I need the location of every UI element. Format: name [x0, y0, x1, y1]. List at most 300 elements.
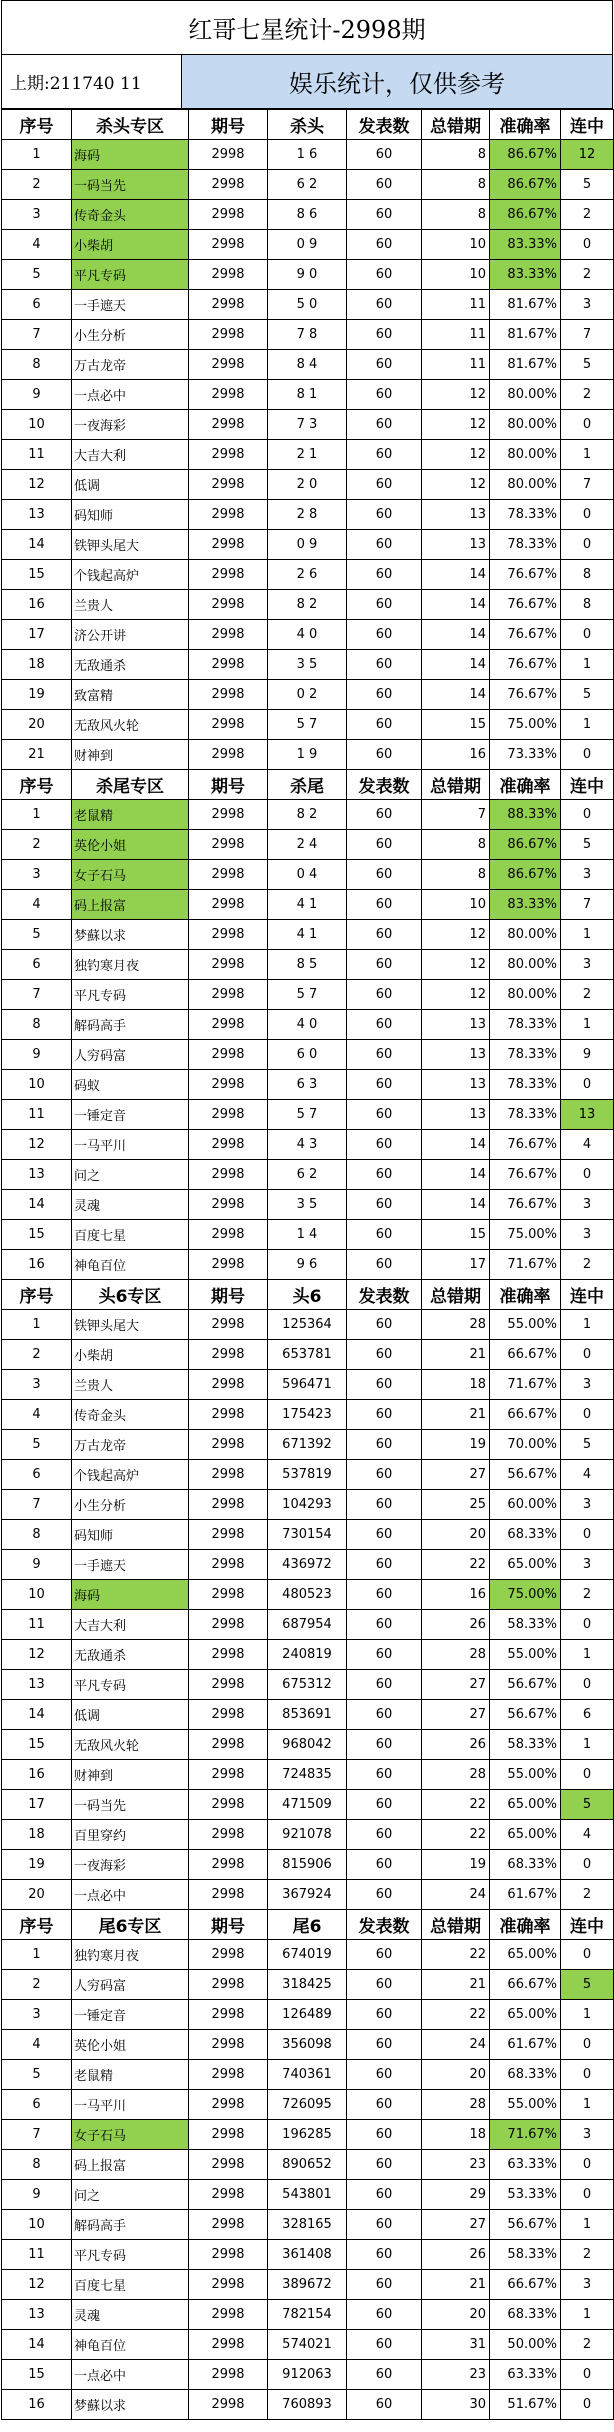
cell-period: 2998	[189, 1640, 268, 1670]
cell-misses: 25	[422, 1490, 490, 1520]
cell-pick: 724835	[268, 1760, 347, 1790]
cell-period: 2998	[189, 2330, 268, 2360]
cell-posts: 60	[347, 1310, 422, 1340]
cell-accuracy: 63.33%	[490, 2360, 561, 2390]
cell-misses: 14	[422, 680, 490, 710]
cell-period: 2998	[189, 2300, 268, 2330]
cell-misses: 22	[422, 2000, 490, 2030]
cell-streak: 2	[561, 1580, 614, 1610]
cell-name: 大吉大利	[72, 440, 189, 470]
cell-pick: 4 0	[268, 620, 347, 650]
sub-header	[1, 55, 613, 109]
cell-pick: 328165	[268, 2210, 347, 2240]
cell-accuracy: 83.33%	[490, 890, 561, 920]
table-row	[2, 1400, 614, 1430]
cell-rank: 6	[2, 2090, 72, 2120]
cell-rank: 8	[2, 350, 72, 380]
cell-pick: 196285	[268, 2120, 347, 2150]
cell-accuracy: 53.33%	[490, 2180, 561, 2210]
cell-posts: 60	[347, 2000, 422, 2030]
cell-misses: 13	[422, 530, 490, 560]
cell-posts: 60	[347, 1880, 422, 1910]
cell-pick: 740361	[268, 2060, 347, 2090]
table-row	[2, 2090, 614, 2120]
cell-period: 2998	[189, 2390, 268, 2420]
cell-streak: 3	[561, 950, 614, 980]
cell-name: 一点必中	[72, 380, 189, 410]
cell-streak: 1	[561, 710, 614, 740]
table-row	[2, 1460, 614, 1490]
cell-period: 2998	[189, 1700, 268, 1730]
cell-misses: 31	[422, 2330, 490, 2360]
cell-streak: 3	[561, 1550, 614, 1580]
cell-pick: 175423	[268, 1400, 347, 1430]
cell-name: 低调	[72, 1700, 189, 1730]
cell-misses: 14	[422, 620, 490, 650]
cell-posts: 60	[347, 140, 422, 170]
cell-rank: 11	[2, 440, 72, 470]
cell-period: 2998	[189, 380, 268, 410]
cell-rank: 14	[2, 1190, 72, 1220]
cell-misses: 13	[422, 1100, 490, 1130]
cell-posts: 60	[347, 560, 422, 590]
table-row	[2, 710, 614, 740]
cell-misses: 28	[422, 1640, 490, 1670]
cell-posts: 60	[347, 2300, 422, 2330]
cell-name: 英伦小姐	[72, 2030, 189, 2060]
cell-posts: 60	[347, 1070, 422, 1100]
cell-pick: 675312	[268, 1670, 347, 1700]
cell-rank: 9	[2, 1040, 72, 1070]
table-row	[2, 1550, 614, 1580]
cell-period: 2998	[189, 1760, 268, 1790]
cell-name: 传奇金头	[72, 200, 189, 230]
section-header-row	[2, 770, 614, 800]
cell-posts: 60	[347, 440, 422, 470]
table-row	[2, 590, 614, 620]
cell-pick: 125364	[268, 1310, 347, 1340]
column-header-period: 期号	[189, 770, 268, 800]
cell-period: 2998	[189, 2060, 268, 2090]
cell-period: 2998	[189, 2360, 268, 2390]
cell-streak: 1	[561, 920, 614, 950]
cell-streak: 0	[561, 230, 614, 260]
cell-misses: 14	[422, 1130, 490, 1160]
cell-misses: 22	[422, 1550, 490, 1580]
cell-misses: 11	[422, 350, 490, 380]
cell-name: 问之	[72, 2180, 189, 2210]
cell-pick: 0 9	[268, 530, 347, 560]
table-row	[2, 1430, 614, 1460]
cell-accuracy: 58.33%	[490, 1610, 561, 1640]
cell-rank: 1	[2, 800, 72, 830]
cell-misses: 12	[422, 980, 490, 1010]
cell-accuracy: 78.33%	[490, 1070, 561, 1100]
column-header-pick: 尾6	[268, 1910, 347, 1940]
cell-streak: 1	[561, 440, 614, 470]
column-header-pick: 杀头	[268, 110, 347, 140]
table-row	[2, 2030, 614, 2060]
cell-rank: 11	[2, 1610, 72, 1640]
cell-misses: 22	[422, 1820, 490, 1850]
cell-name: 财神到	[72, 1760, 189, 1790]
cell-pick: 730154	[268, 1520, 347, 1550]
cell-misses: 21	[422, 2270, 490, 2300]
cell-streak: 0	[561, 740, 614, 770]
cell-period: 2998	[189, 1010, 268, 1040]
cell-accuracy: 50.00%	[490, 2330, 561, 2360]
cell-misses: 16	[422, 1580, 490, 1610]
cell-streak: 1	[561, 2090, 614, 2120]
table-row	[2, 2270, 614, 2300]
cell-period: 2998	[189, 2150, 268, 2180]
cell-period: 2998	[189, 620, 268, 650]
cell-accuracy: 78.33%	[490, 1100, 561, 1130]
cell-streak: 0	[561, 1070, 614, 1100]
cell-streak: 1	[561, 1640, 614, 1670]
column-header-period: 期号	[189, 110, 268, 140]
cell-misses: 14	[422, 560, 490, 590]
cell-rank: 5	[2, 2060, 72, 2090]
cell-rank: 16	[2, 2390, 72, 2420]
cell-name: 女子石马	[72, 2120, 189, 2150]
cell-posts: 60	[347, 1670, 422, 1700]
table-row	[2, 230, 614, 260]
cell-misses: 20	[422, 1520, 490, 1550]
cell-rank: 14	[2, 530, 72, 560]
table-row	[2, 1670, 614, 1700]
cell-period: 2998	[189, 950, 268, 980]
cell-posts: 60	[347, 920, 422, 950]
cell-rank: 15	[2, 2360, 72, 2390]
cell-misses: 10	[422, 260, 490, 290]
cell-name: 人穷码富	[72, 1970, 189, 2000]
column-header-misses: 总错期	[422, 110, 490, 140]
cell-pick: 760893	[268, 2390, 347, 2420]
cell-name: 独钓寒月夜	[72, 1940, 189, 1970]
cell-rank: 16	[2, 590, 72, 620]
cell-streak: 0	[561, 2360, 614, 2390]
cell-misses: 26	[422, 1730, 490, 1760]
cell-posts: 60	[347, 620, 422, 650]
table-row	[2, 2300, 614, 2330]
cell-posts: 60	[347, 2090, 422, 2120]
cell-accuracy: 55.00%	[490, 1760, 561, 1790]
cell-streak: 1	[561, 2210, 614, 2240]
column-header-accuracy: 准确率	[490, 1910, 561, 1940]
cell-streak: 0	[561, 800, 614, 830]
cell-posts: 60	[347, 1370, 422, 1400]
cell-streak: 8	[561, 590, 614, 620]
cell-pick: 367924	[268, 1880, 347, 1910]
cell-accuracy: 65.00%	[490, 1550, 561, 1580]
cell-accuracy: 58.33%	[490, 1730, 561, 1760]
cell-pick: 3 5	[268, 1190, 347, 1220]
cell-period: 2998	[189, 470, 268, 500]
cell-pick: 104293	[268, 1490, 347, 1520]
table-row	[2, 200, 614, 230]
cell-accuracy: 76.67%	[490, 1190, 561, 1220]
cell-accuracy: 80.00%	[490, 980, 561, 1010]
table-row	[2, 1700, 614, 1730]
cell-name: 百度七星	[72, 1220, 189, 1250]
cell-name: 女子石马	[72, 860, 189, 890]
cell-posts: 60	[347, 260, 422, 290]
cell-rank: 4	[2, 230, 72, 260]
cell-pick: 543801	[268, 2180, 347, 2210]
cell-misses: 26	[422, 2240, 490, 2270]
cell-name: 码蚁	[72, 1070, 189, 1100]
cell-rank: 10	[2, 2210, 72, 2240]
disclaimer-banner: 娱乐统计，仅供参考	[182, 55, 612, 108]
cell-misses: 18	[422, 1370, 490, 1400]
cell-pick: 436972	[268, 1550, 347, 1580]
table-row	[2, 920, 614, 950]
cell-name: 平凡专码	[72, 2240, 189, 2270]
cell-pick: 1 6	[268, 140, 347, 170]
cell-pick: 0 9	[268, 230, 347, 260]
cell-misses: 11	[422, 320, 490, 350]
cell-period: 2998	[189, 2000, 268, 2030]
cell-accuracy: 76.67%	[490, 650, 561, 680]
cell-misses: 14	[422, 1190, 490, 1220]
cell-accuracy: 80.00%	[490, 920, 561, 950]
cell-accuracy: 71.67%	[490, 2120, 561, 2150]
cell-name: 老鼠精	[72, 800, 189, 830]
cell-misses: 8	[422, 200, 490, 230]
cell-misses: 12	[422, 410, 490, 440]
cell-period: 2998	[189, 1130, 268, 1160]
cell-rank: 3	[2, 2000, 72, 2030]
cell-streak: 3	[561, 2270, 614, 2300]
cell-posts: 60	[347, 1970, 422, 2000]
column-header-period: 期号	[189, 1280, 268, 1310]
cell-rank: 8	[2, 1010, 72, 1040]
cell-streak: 2	[561, 2240, 614, 2270]
cell-pick: 389672	[268, 2270, 347, 2300]
page-title: 红哥七星统计-2998期	[1, 0, 613, 55]
cell-accuracy: 75.00%	[490, 710, 561, 740]
cell-streak: 0	[561, 1400, 614, 1430]
cell-streak: 0	[561, 1670, 614, 1700]
cell-rank: 17	[2, 620, 72, 650]
cell-posts: 60	[347, 1460, 422, 1490]
cell-posts: 60	[347, 1100, 422, 1130]
column-header-accuracy: 准确率	[490, 1280, 561, 1310]
cell-rank: 7	[2, 320, 72, 350]
cell-rank: 11	[2, 1100, 72, 1130]
cell-rank: 13	[2, 1160, 72, 1190]
column-header-accuracy: 准确率	[490, 770, 561, 800]
cell-name: 小生分析	[72, 1490, 189, 1520]
cell-rank: 18	[2, 1820, 72, 1850]
cell-accuracy: 86.67%	[490, 860, 561, 890]
cell-accuracy: 86.67%	[490, 200, 561, 230]
cell-misses: 26	[422, 1610, 490, 1640]
table-row	[2, 1790, 614, 1820]
cell-streak: 2	[561, 2330, 614, 2360]
cell-period: 2998	[189, 440, 268, 470]
column-header-rank: 序号	[2, 110, 72, 140]
cell-pick: 126489	[268, 2000, 347, 2030]
cell-streak: 4	[561, 1460, 614, 1490]
cell-posts: 60	[347, 350, 422, 380]
cell-misses: 13	[422, 1040, 490, 1070]
table-row	[2, 260, 614, 290]
cell-period: 2998	[189, 290, 268, 320]
table-row	[2, 410, 614, 440]
cell-rank: 17	[2, 1790, 72, 1820]
cell-period: 2998	[189, 1400, 268, 1430]
cell-streak: 13	[561, 1100, 614, 1130]
table-row	[2, 1610, 614, 1640]
cell-period: 2998	[189, 710, 268, 740]
cell-posts: 60	[347, 1580, 422, 1610]
cell-name: 兰贵人	[72, 1370, 189, 1400]
cell-posts: 60	[347, 2180, 422, 2210]
cell-pick: 6 2	[268, 1160, 347, 1190]
table-row	[2, 500, 614, 530]
cell-period: 2998	[189, 1490, 268, 1520]
cell-period: 2998	[189, 1820, 268, 1850]
cell-misses: 27	[422, 1460, 490, 1490]
table-row	[2, 2120, 614, 2150]
cell-streak: 0	[561, 1940, 614, 1970]
cell-posts: 60	[347, 1160, 422, 1190]
cell-name: 一手遮天	[72, 1550, 189, 1580]
cell-streak: 4	[561, 1130, 614, 1160]
cell-misses: 7	[422, 800, 490, 830]
cell-accuracy: 65.00%	[490, 1820, 561, 1850]
cell-posts: 60	[347, 1790, 422, 1820]
cell-accuracy: 61.67%	[490, 2030, 561, 2060]
cell-misses: 27	[422, 1670, 490, 1700]
table-row	[2, 680, 614, 710]
cell-rank: 10	[2, 1580, 72, 1610]
cell-accuracy: 66.67%	[490, 1400, 561, 1430]
table-row	[2, 1370, 614, 1400]
cell-accuracy: 83.33%	[490, 260, 561, 290]
cell-pick: 361408	[268, 2240, 347, 2270]
cell-rank: 1	[2, 140, 72, 170]
cell-period: 2998	[189, 1370, 268, 1400]
cell-pick: 4 3	[268, 1130, 347, 1160]
cell-name: 独钓寒月夜	[72, 950, 189, 980]
cell-name: 人穷码富	[72, 1040, 189, 1070]
cell-period: 2998	[189, 800, 268, 830]
cell-pick: 537819	[268, 1460, 347, 1490]
cell-rank: 12	[2, 1640, 72, 1670]
column-header-pick: 头6	[268, 1280, 347, 1310]
cell-accuracy: 80.00%	[490, 380, 561, 410]
cell-accuracy: 80.00%	[490, 440, 561, 470]
cell-posts: 60	[347, 830, 422, 860]
cell-rank: 19	[2, 680, 72, 710]
cell-posts: 60	[347, 1640, 422, 1670]
cell-rank: 5	[2, 1430, 72, 1460]
cell-name: 百度七星	[72, 2270, 189, 2300]
cell-accuracy: 65.00%	[490, 1790, 561, 1820]
table-row	[2, 290, 614, 320]
cell-pick: 356098	[268, 2030, 347, 2060]
table-row	[2, 320, 614, 350]
table-row	[2, 470, 614, 500]
cell-period: 2998	[189, 920, 268, 950]
cell-accuracy: 68.33%	[490, 1850, 561, 1880]
cell-streak: 8	[561, 560, 614, 590]
cell-name: 神龟百位	[72, 2330, 189, 2360]
cell-streak: 1	[561, 1010, 614, 1040]
cell-posts: 60	[347, 1340, 422, 1370]
cell-pick: 6 2	[268, 170, 347, 200]
cell-rank: 2	[2, 1970, 72, 2000]
cell-accuracy: 75.00%	[490, 1580, 561, 1610]
section-header-row	[2, 1910, 614, 1940]
cell-name: 无敌通杀	[72, 650, 189, 680]
cell-streak: 5	[561, 680, 614, 710]
cell-misses: 20	[422, 2300, 490, 2330]
cell-rank: 21	[2, 740, 72, 770]
cell-rank: 6	[2, 1460, 72, 1490]
cell-misses: 22	[422, 1790, 490, 1820]
cell-pick: 2 6	[268, 560, 347, 590]
cell-rank: 13	[2, 2300, 72, 2330]
cell-streak: 0	[561, 530, 614, 560]
cell-streak: 2	[561, 1880, 614, 1910]
cell-streak: 0	[561, 1760, 614, 1790]
cell-name: 小柴胡	[72, 230, 189, 260]
cell-posts: 60	[347, 2330, 422, 2360]
cell-name: 无敌风火轮	[72, 1730, 189, 1760]
cell-pick: 853691	[268, 1700, 347, 1730]
table-row	[2, 2150, 614, 2180]
cell-name: 百里穿约	[72, 1820, 189, 1850]
table-row	[2, 1250, 614, 1280]
cell-accuracy: 76.67%	[490, 1130, 561, 1160]
table-row	[2, 800, 614, 830]
cell-rank: 7	[2, 2120, 72, 2150]
cell-period: 2998	[189, 860, 268, 890]
cell-rank: 14	[2, 2330, 72, 2360]
cell-streak: 7	[561, 890, 614, 920]
cell-period: 2998	[189, 680, 268, 710]
cell-rank: 16	[2, 1760, 72, 1790]
cell-accuracy: 73.33%	[490, 740, 561, 770]
column-header-posts: 发表数	[347, 1910, 422, 1940]
cell-posts: 60	[347, 1430, 422, 1460]
table-row	[2, 1640, 614, 1670]
cell-posts: 60	[347, 2030, 422, 2060]
cell-name: 一锤定音	[72, 2000, 189, 2030]
cell-accuracy: 78.33%	[490, 1010, 561, 1040]
cell-period: 2998	[189, 1190, 268, 1220]
cell-misses: 13	[422, 1010, 490, 1040]
cell-period: 2998	[189, 320, 268, 350]
table-row	[2, 1940, 614, 1970]
cell-posts: 60	[347, 290, 422, 320]
cell-misses: 10	[422, 890, 490, 920]
cell-posts: 60	[347, 950, 422, 980]
cell-rank: 6	[2, 950, 72, 980]
cell-name: 英伦小姐	[72, 830, 189, 860]
table-row	[2, 1820, 614, 1850]
cell-rank: 18	[2, 650, 72, 680]
column-header-accuracy: 准确率	[490, 110, 561, 140]
cell-posts: 60	[347, 1760, 422, 1790]
cell-misses: 14	[422, 590, 490, 620]
cell-period: 2998	[189, 230, 268, 260]
cell-misses: 8	[422, 830, 490, 860]
